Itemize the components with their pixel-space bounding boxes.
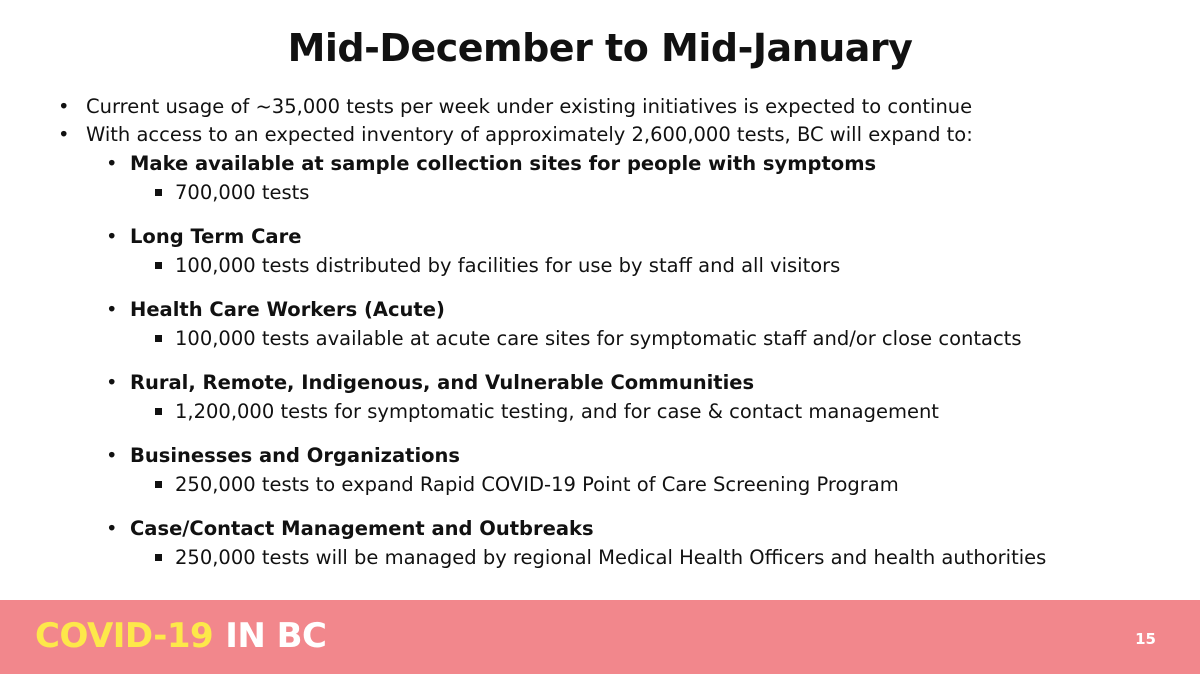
slide-title: Mid-December to Mid-January <box>287 26 913 70</box>
bullet-square-icon <box>155 335 162 342</box>
slide-content <box>58 93 1168 572</box>
category-heading <box>58 368 1168 398</box>
bullet-dot-icon: • <box>106 225 118 248</box>
bullet-square-icon <box>155 481 162 488</box>
bullet-square-icon <box>155 189 162 196</box>
bullet-dot-icon: • <box>106 298 118 321</box>
category-heading <box>58 222 1168 252</box>
bullet-dot-icon: • <box>58 123 70 146</box>
category-heading-text: Long Term Care <box>130 225 302 248</box>
category-detail-text: 100,000 tests available at acute care sites for symptomatic staff and/or close contacts <box>175 327 1022 350</box>
category-heading-text: Rural, Remote, Indigenous, and Vulnerable Communities <box>130 371 755 394</box>
brand-logo <box>35 616 327 656</box>
bullet-dot-icon: • <box>106 152 118 175</box>
category-heading <box>58 295 1168 325</box>
bullet-square-icon <box>155 262 162 269</box>
category-detail <box>58 252 1168 280</box>
category-heading-text: Case/Contact Management and Outbreaks <box>130 517 594 540</box>
category-detail <box>58 544 1168 572</box>
brand-covid-text: COVID-19 <box>35 616 214 656</box>
category-detail-text: 700,000 tests <box>175 181 310 204</box>
category-heading-text: Health Care Workers (Acute) <box>130 298 445 321</box>
bullet-square-icon <box>155 554 162 561</box>
intro-bullet-text: With access to an expected inventory of approximately 2,600,000 tests, BC will expand to: <box>86 123 973 146</box>
intro-bullet <box>58 121 1168 149</box>
bullet-dot-icon: • <box>58 95 70 118</box>
bullet-dot-icon: • <box>106 517 118 540</box>
category-heading <box>58 441 1168 471</box>
category-detail <box>58 179 1168 207</box>
bullet-dot-icon: • <box>106 371 118 394</box>
footer-bar <box>0 600 1200 674</box>
bullet-square-icon <box>155 408 162 415</box>
category-detail <box>58 325 1168 353</box>
category-heading <box>58 149 1168 179</box>
bullet-dot-icon: • <box>106 444 118 467</box>
category-detail-text: 250,000 tests will be managed by regional Medical Health Officers and health authorities <box>175 546 1047 569</box>
category-detail-text: 250,000 tests to expand Rapid COVID-19 Point of Care Screening Program <box>175 473 899 496</box>
category-heading-text: Businesses and Organizations <box>130 444 461 467</box>
category-detail <box>58 471 1168 499</box>
intro-bullet <box>58 93 1168 121</box>
page-number: 15 <box>1135 630 1156 648</box>
category-detail-text: 100,000 tests distributed by facilities for use by staff and all visitors <box>175 254 841 277</box>
category-heading <box>58 514 1168 544</box>
category-detail-text: 1,200,000 tests for symptomatic testing, and for case & contact management <box>175 400 939 423</box>
category-detail <box>58 398 1168 426</box>
category-heading-text: Make available at sample collection sites for people with symptoms <box>130 152 877 175</box>
intro-bullet-text: Current usage of ~35,000 tests per week under existing initiatives is expected to continue <box>86 95 973 118</box>
brand-inbc-text: IN BC <box>225 616 327 656</box>
